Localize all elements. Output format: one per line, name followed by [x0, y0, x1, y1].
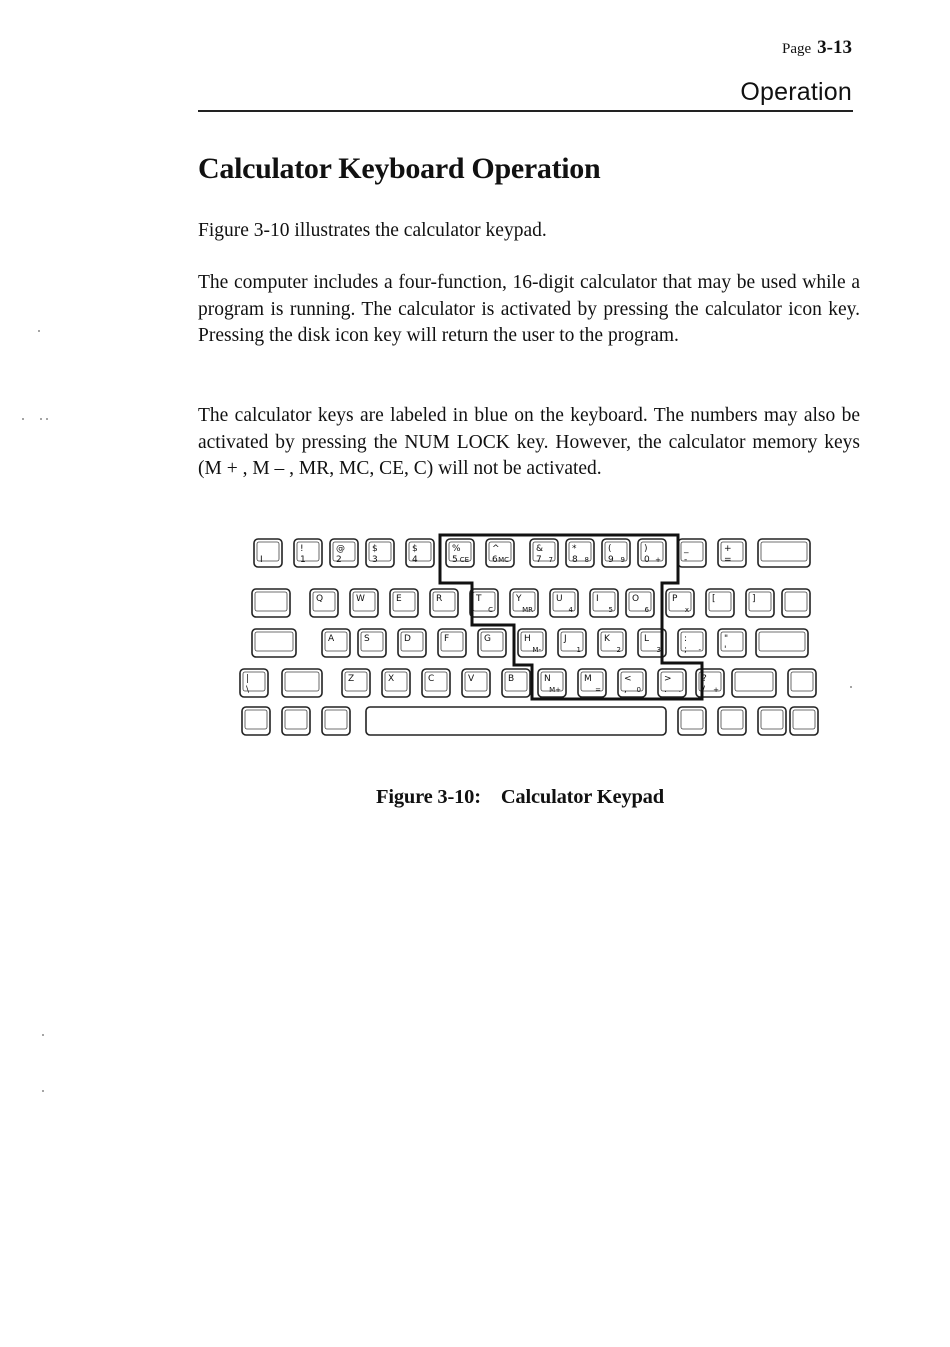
keyboard-key — [252, 589, 290, 617]
keyboard-key — [390, 589, 418, 617]
keyboard-key — [282, 707, 310, 735]
key-legend-bottom: ; — [684, 645, 688, 655]
keyboard-key — [756, 629, 808, 657]
key-legend-top: < — [624, 674, 632, 684]
key-outline — [658, 669, 686, 697]
key-outline — [254, 539, 282, 567]
keyboard-key — [696, 669, 724, 697]
key-legend-calc: 6 — [644, 606, 649, 614]
key-outline — [502, 669, 530, 697]
key-outline — [322, 707, 350, 735]
keyboard-key — [598, 629, 626, 657]
key-legend-top: K — [604, 634, 610, 644]
key-legend-top: | — [246, 674, 250, 684]
key-legend-top: S — [364, 634, 370, 644]
key-legend-bottom: / — [702, 685, 706, 695]
key-outline — [788, 669, 816, 697]
keyboard-key — [366, 707, 666, 735]
keyboard-key — [322, 707, 350, 735]
key-legend-calc: - — [698, 646, 701, 654]
keyboard-key — [406, 539, 434, 567]
key-legend-top: ) — [644, 544, 648, 554]
key-legend-top: Z — [348, 674, 355, 684]
paragraph-keys: The calculator keys are labeled in blue on the keyboard. The numbers may also be activated by pressing the NUM LOCK key. However, the calculator memory keys (M + , M – , MR, MC, CE, C) will not be activated. — [198, 405, 860, 479]
paragraph-intro: Figure 3-10 illustrates the calculator keypad. — [198, 220, 547, 241]
key-outline — [732, 669, 776, 697]
keyboard-key — [242, 707, 270, 735]
key-outline — [678, 539, 706, 567]
header-rule — [198, 110, 853, 112]
key-legend-top: [ — [712, 594, 716, 604]
keyboard-key — [382, 669, 410, 697]
key-outline — [590, 589, 618, 617]
key-outline — [310, 589, 338, 617]
keyboard-key — [658, 669, 686, 697]
key-legend-top: E — [396, 594, 402, 604]
key-legend-top: I — [596, 594, 599, 604]
key-legend-bottom: \ — [246, 685, 250, 695]
page-title: Calculator Keyboard Operation — [198, 152, 601, 185]
key-outline — [390, 589, 418, 617]
page-header — [782, 36, 852, 61]
key-outline — [638, 539, 666, 567]
key-outline — [240, 669, 268, 697]
keyboard-key — [758, 539, 810, 567]
keyboard-key — [550, 589, 578, 617]
key-outline — [696, 669, 724, 697]
key-legend-bottom: 5 — [452, 555, 458, 565]
keyboard-key — [666, 589, 694, 617]
key-legend-top: D — [404, 634, 411, 644]
key-outline — [470, 589, 498, 617]
key-legend-top: _ — [684, 544, 689, 554]
scan-speck — [42, 1034, 44, 1036]
key-legend-calc: 0 — [636, 686, 641, 694]
keyboard-key — [510, 589, 538, 617]
key-legend-calc: 3 — [656, 646, 661, 654]
calculator-keypad-figure — [238, 533, 828, 748]
figure-caption — [376, 786, 664, 809]
paragraph-calculator: The computer includes a four-function, 16-digit calculator that may be used while a program is running. The calculator is activated by pressing the calculator icon key. Pressing the disk icon key will return the user to the program. — [198, 272, 860, 346]
key-outline — [718, 707, 746, 735]
key-legend-calc: 8 — [584, 556, 589, 564]
keyboard-key — [718, 707, 746, 735]
keyboard-key — [602, 539, 630, 567]
key-legend-calc: 5 — [608, 606, 613, 614]
key-outline — [530, 539, 558, 567]
keyboard-key — [718, 539, 746, 567]
key-legend-top: R — [436, 594, 443, 604]
scan-speck — [42, 1090, 44, 1092]
keyboard-key — [282, 669, 322, 697]
keyboard-key — [538, 669, 566, 697]
keyboard-key — [590, 589, 618, 617]
keyboard-key — [578, 669, 606, 697]
key-outline — [602, 539, 630, 567]
key-legend-calc: 9 — [620, 556, 625, 564]
key-legend-top: & — [536, 544, 544, 554]
keyboard-key — [758, 707, 786, 735]
keyboard-key — [430, 589, 458, 617]
keyboard-key — [322, 629, 350, 657]
key-legend-bottom: ' — [724, 645, 727, 655]
key-legend-top: W — [356, 594, 365, 604]
key-legend-top: U — [556, 594, 563, 604]
key-legend-bottom: 4 — [412, 555, 418, 565]
key-legend-top: Y — [516, 594, 522, 604]
key-legend-calc: MC — [498, 556, 509, 564]
scan-speck — [850, 686, 852, 688]
key-legend-calc: + — [655, 556, 661, 564]
key-outline — [746, 589, 774, 617]
key-legend-top: > — [664, 674, 672, 684]
page-number — [782, 36, 852, 61]
key-legend-bottom: 3 — [372, 555, 378, 565]
scan-speck — [46, 418, 48, 420]
key-legend-top: : — [684, 634, 688, 644]
keyboard-key — [530, 539, 558, 567]
key-outline — [678, 629, 706, 657]
key-legend-top: ] — [752, 594, 756, 604]
key-outline — [252, 589, 290, 617]
scan-speck — [22, 418, 24, 420]
key-outline — [618, 669, 646, 697]
key-legend-bottom: 7 — [536, 555, 542, 565]
key-legend-top: X — [388, 674, 395, 684]
key-outline — [382, 669, 410, 697]
keyboard-key — [366, 539, 394, 567]
key-outline — [718, 629, 746, 657]
key-outline — [398, 629, 426, 657]
scan-speck — [38, 330, 40, 332]
key-legend-bottom: 6 — [492, 555, 498, 565]
section-name: Operation — [740, 78, 852, 106]
key-legend-top: % — [452, 544, 461, 554]
keyboard-key — [438, 629, 466, 657]
keyboard-key — [310, 589, 338, 617]
keyboard-key — [732, 669, 776, 697]
figure-title: Calculator Keypad — [500, 786, 664, 808]
key-outline — [342, 669, 370, 697]
key-legend-calc: 7 — [548, 556, 553, 564]
key-outline — [366, 707, 666, 735]
keyboard-key — [358, 629, 386, 657]
keyboard-key — [618, 669, 646, 697]
key-legend-calc: M- — [532, 646, 541, 654]
keyboard-key — [486, 539, 514, 567]
key-legend-top: " — [724, 634, 729, 644]
keyboard-key — [252, 629, 296, 657]
key-legend-bottom: 8 — [572, 555, 578, 565]
keyboard-key — [254, 539, 282, 567]
key-legend-top: N — [544, 674, 551, 684]
key-legend-top: L — [644, 634, 650, 644]
key-legend-bottom: - — [684, 555, 688, 565]
key-outline — [282, 707, 310, 735]
key-outline — [294, 539, 322, 567]
key-outline — [242, 707, 270, 735]
key-legend-bottom: I — [260, 555, 263, 565]
key-legend-bottom: 2 — [336, 555, 342, 565]
keyboard-key — [502, 669, 530, 697]
key-legend-bottom: . — [664, 685, 667, 695]
key-legend-top: * — [572, 544, 577, 554]
key-legend-calc: + — [713, 686, 719, 694]
key-legend-top: ! — [300, 544, 304, 554]
key-legend-top: Q — [316, 594, 324, 604]
key-legend-top: V — [468, 674, 475, 684]
key-legend-top: C — [428, 674, 435, 684]
key-legend-calc: M+ — [549, 686, 561, 694]
key-legend-calc: MR — [522, 606, 533, 614]
key-outline — [566, 539, 594, 567]
page-number-value: 3-13 — [817, 37, 852, 58]
key-legend-top: $ — [372, 544, 378, 554]
key-legend-top: F — [444, 634, 450, 644]
keyboard-key — [462, 669, 490, 697]
key-legend-top: A — [328, 634, 335, 644]
key-outline — [478, 629, 506, 657]
key-legend-calc: CE — [459, 556, 469, 564]
key-legend-top: B — [508, 674, 515, 684]
keyboard-key — [558, 629, 586, 657]
key-outline — [462, 669, 490, 697]
keyboard-key — [566, 539, 594, 567]
key-outline — [438, 629, 466, 657]
keyboard-key — [788, 669, 816, 697]
key-legend-top: J — [564, 634, 567, 644]
key-legend-top: H — [524, 634, 531, 644]
keyboard-key — [678, 629, 706, 657]
key-legend-top: T — [476, 594, 482, 604]
key-legend-calc: . — [678, 686, 681, 694]
key-outline — [782, 589, 810, 617]
key-outline — [758, 539, 810, 567]
key-legend-calc: 2 — [616, 646, 621, 654]
key-outline — [550, 589, 578, 617]
key-legend-bottom: 9 — [608, 555, 614, 565]
key-legend-top: P — [672, 594, 678, 604]
keyboard-key — [626, 589, 654, 617]
key-outline — [666, 589, 694, 617]
keyboard-key — [422, 669, 450, 697]
key-outline — [558, 629, 586, 657]
keyboard-key — [782, 589, 810, 617]
keyboard-key — [678, 707, 706, 735]
key-legend-calc: 4 — [568, 606, 573, 614]
key-outline — [790, 707, 818, 735]
keyboard-key — [342, 669, 370, 697]
key-outline — [756, 629, 808, 657]
keyboard-key — [478, 629, 506, 657]
key-outline — [598, 629, 626, 657]
keyboard-key — [518, 629, 546, 657]
keyboard-key — [398, 629, 426, 657]
key-outline — [718, 539, 746, 567]
keyboard-key — [678, 539, 706, 567]
page-label: Page — [782, 41, 812, 57]
key-legend-top: $ — [412, 544, 418, 554]
keyboard-key — [240, 669, 268, 697]
key-legend-top: ( — [608, 544, 612, 554]
keyboard-key — [470, 589, 498, 617]
key-legend-calc: C — [488, 606, 493, 614]
key-outline — [706, 589, 734, 617]
key-legend-top: + — [724, 544, 732, 554]
key-outline — [422, 669, 450, 697]
key-legend-bottom: 1 — [300, 555, 306, 565]
key-legend-top: G — [484, 634, 491, 644]
keyboard-key — [294, 539, 322, 567]
key-outline — [678, 707, 706, 735]
scan-speck — [40, 418, 42, 420]
key-legend-bottom: 0 — [644, 555, 650, 565]
key-outline — [282, 669, 322, 697]
keyboard-key — [790, 707, 818, 735]
key-legend-calc: x — [684, 606, 689, 614]
keyboard-key — [350, 589, 378, 617]
keyboard-key — [746, 589, 774, 617]
key-legend-calc: = — [595, 686, 601, 694]
key-outline — [626, 589, 654, 617]
key-outline — [406, 539, 434, 567]
keyboard-key — [446, 539, 474, 567]
key-legend-bottom: = — [724, 555, 732, 565]
keyboard-key — [330, 539, 358, 567]
key-legend-bottom: , — [624, 685, 627, 695]
key-legend-top: @ — [336, 544, 345, 554]
keyboard-key — [706, 589, 734, 617]
key-outline — [252, 629, 296, 657]
key-outline — [578, 669, 606, 697]
key-legend-calc: 1 — [576, 646, 581, 654]
keyboard-key — [718, 629, 746, 657]
key-outline — [358, 629, 386, 657]
key-outline — [758, 707, 786, 735]
key-outline — [322, 629, 350, 657]
key-outline — [366, 539, 394, 567]
key-legend-top: M — [584, 674, 592, 684]
key-legend-top: ? — [702, 674, 707, 684]
key-outline — [430, 589, 458, 617]
key-legend-top: O — [632, 594, 640, 604]
keyboard-key — [638, 539, 666, 567]
figure-label: Figure 3-10: — [376, 786, 481, 808]
key-legend-top: ^ — [492, 544, 500, 554]
